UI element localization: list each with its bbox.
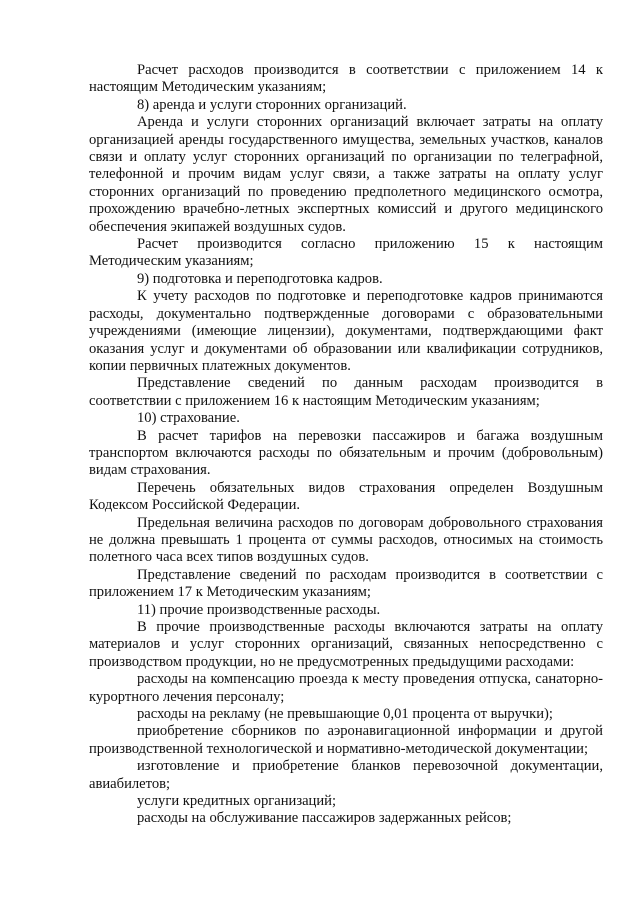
paragraph: Расчет расходов производится в соответствии с приложением 14 к настоящим Методическим указаниям; — [89, 62, 603, 96]
paragraph: Представление сведений по расходам производится в соответствии с приложением 17 к Методическим указаниям; — [89, 566, 603, 601]
paragraph: 8) аренда и услуги сторонних организаций. — [137, 96, 407, 113]
paragraph: Аренда и услуги сторонних организаций включает затраты на оплату организацией аренды государственного имущества, земельных участков, каналов связи и оплату услуг сторонних организаций по организации по телеграфной, телефонной и прочим видам услуг связи, а также затраты на оплату услуг сторонних организаций по проведению предполетного медицинского осмотра, прохождению врачебно-летных экспертных комиссий и другого медицинского обеспечения экипажей воздушных судов. — [89, 114, 603, 235]
paragraph: изготовление и приобретение бланков перевозочной документации, авиабилетов; — [89, 758, 603, 792]
paragraph: Представление сведений по данным расходам производится в соответствии с приложением 16 к настоящим Методическим указаниям; — [89, 375, 603, 409]
paragraph: расходы на компенсацию проезда к месту проведения отпуска, санаторно-курортного лечения персоналу; — [89, 671, 603, 705]
paragraph: В прочие производственные расходы включаются затраты на оплату материалов и услуг сторонних организаций, связанных непосредственно с производством продукции, но не предусмотренных предыдущими расходами: — [89, 619, 603, 670]
paragraph: Расчет производится согласно приложению 15 к настоящим Методическим указаниям; — [89, 236, 603, 270]
paragraph: Предельная величина расходов по договорам добровольного страхования не должна превышать 1 процента от суммы расходов, относимых на стоимость полетного часа всех типов воздушных судов. — [89, 514, 603, 566]
paragraph: Перечень обязательных видов страхования определен Воздушным Кодексом Российской Федерации. — [89, 479, 603, 514]
paragraph: 10) страхование. — [137, 410, 240, 427]
paragraph: К учету расходов по подготовке и переподготовке кадров принимаются расходы, документально подтвержденные договорами с образовательными учреждениями (имеющие лицензии), документами, подтверждающими факт оказания услуг и документами об образовании или квалификации сотрудников, копии первичных платежных документов. — [89, 288, 603, 374]
paragraph: расходы на обслуживание пассажиров задержанных рейсов; — [137, 810, 512, 827]
paragraph: услуги кредитных организаций; — [137, 793, 337, 810]
document-body — [89, 62, 603, 828]
paragraph: приобретение сборников по аэронавигационной информации и другой производственной технологической и нормативно-методической документации; — [89, 723, 603, 757]
paragraph: В расчет тарифов на перевозки пассажиров и багажа воздушным транспортом включаются расходы по обязательным и прочим (добровольным) видам страхования. — [89, 427, 603, 479]
paragraph: расходы на рекламу (не превышающие 0,01 процента от выручки); — [137, 706, 553, 723]
paragraph: 9) подготовка и переподготовка кадров. — [137, 270, 383, 287]
paragraph: 11) прочие производственные расходы. — [137, 601, 381, 618]
